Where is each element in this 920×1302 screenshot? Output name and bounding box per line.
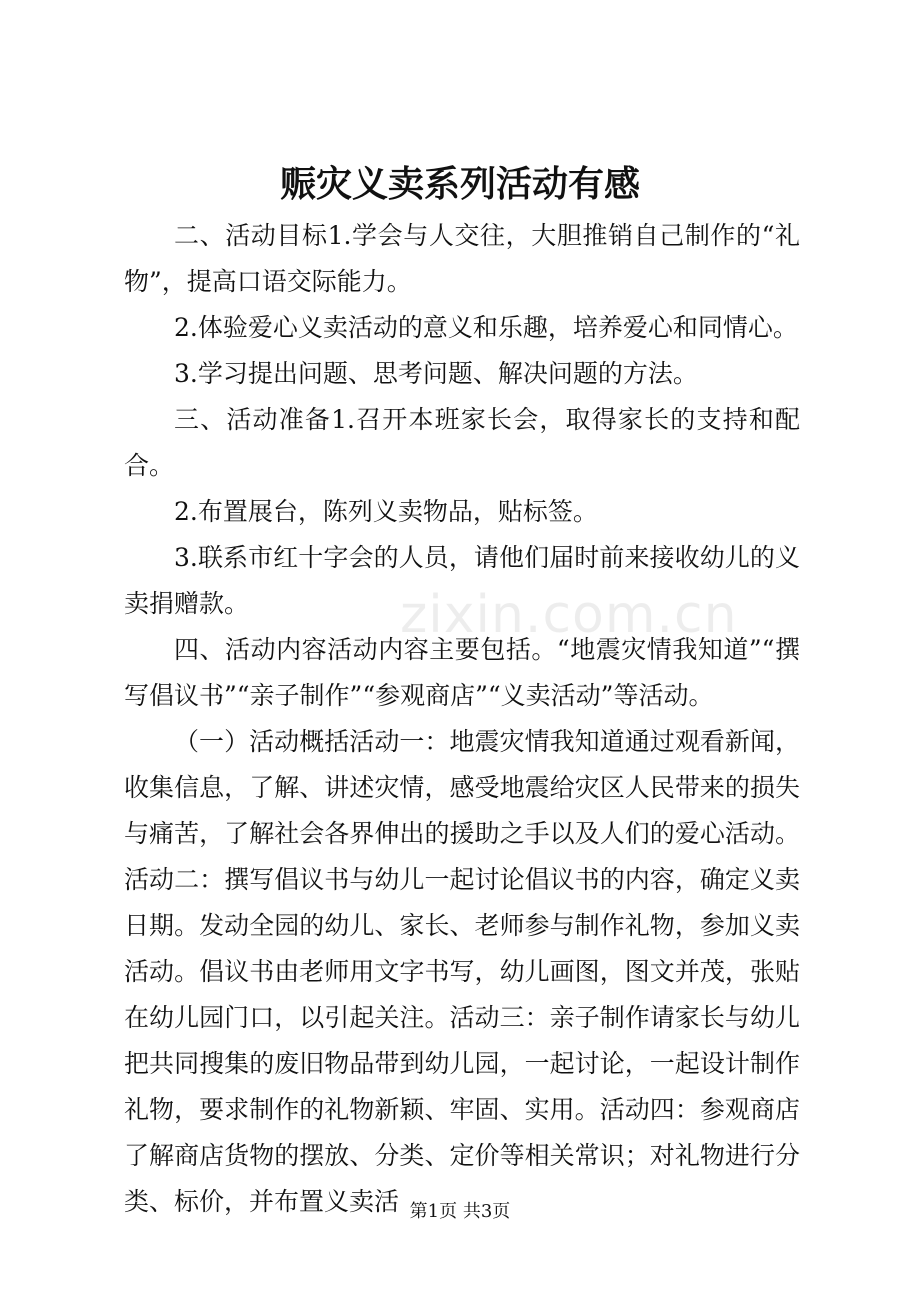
paragraph-goal-2: 2.体验爱心义卖活动的意义和乐趣，培养爱心和同情心。 bbox=[174, 313, 798, 342]
page-footer: 第1页 共3页 bbox=[409, 1201, 511, 1222]
document-title: 赈灾义卖系列活动有感 bbox=[279, 163, 640, 205]
document-body bbox=[124, 213, 800, 1225]
watermark-text: zixin.com.cn bbox=[400, 585, 738, 645]
paragraph-content: 四、活动内容活动内容主要包括。“地震灾情我知道”“撰写倡议书”“亲子制作”“参观商店”“义卖活动”等活动。 bbox=[124, 635, 800, 710]
paragraph-goal-1: 二、活动目标1.学会与人交往，大胆推销自己制作的“礼物”，提高口语交际能力。 bbox=[124, 221, 800, 296]
paragraph-prep-2: 2.布置展台，陈列义卖物品，贴标签。 bbox=[174, 497, 598, 526]
paragraph-goal-3: 3.学习提出问题、思考问题、解决问题的方法。 bbox=[174, 359, 698, 388]
paragraph-prep-3: 3.联系市红十字会的人员，请他们届时前来接收幼儿的义卖捐赠款。 bbox=[124, 543, 800, 618]
paragraph-prep-1: 三、活动准备1.召开本班家长会，取得家长的支持和配合。 bbox=[124, 405, 800, 480]
paragraph-activities: （一）活动概括活动一：地震灾情我知道通过观看新闻，收集信息，了解、讲述灾情，感受地震给灾区人民带来的损失与痛苦，了解社会各界伸出的援助之手以及人们的爱心活动。活动二：撰写倡议书与幼儿一起讨论倡议书的内容，确定义卖日期。发动全园的幼儿、家长、老师参与制作礼物，参加义卖活动。倡议书由老师用文字书写，幼儿画图，图文并茂，张贴在幼儿园门口，以引起关注。活动三：亲子制作请家长与幼儿把共同搜集的废旧物品带到幼儿园，一起讨论，一起设计制作礼物，要求制作的礼物新颖、牢固、实用。活动四：参观商店了解商店货物的摆放、分类、定价等相关常识；对礼物进行分类、标价，并布置义卖活 bbox=[124, 727, 800, 1216]
